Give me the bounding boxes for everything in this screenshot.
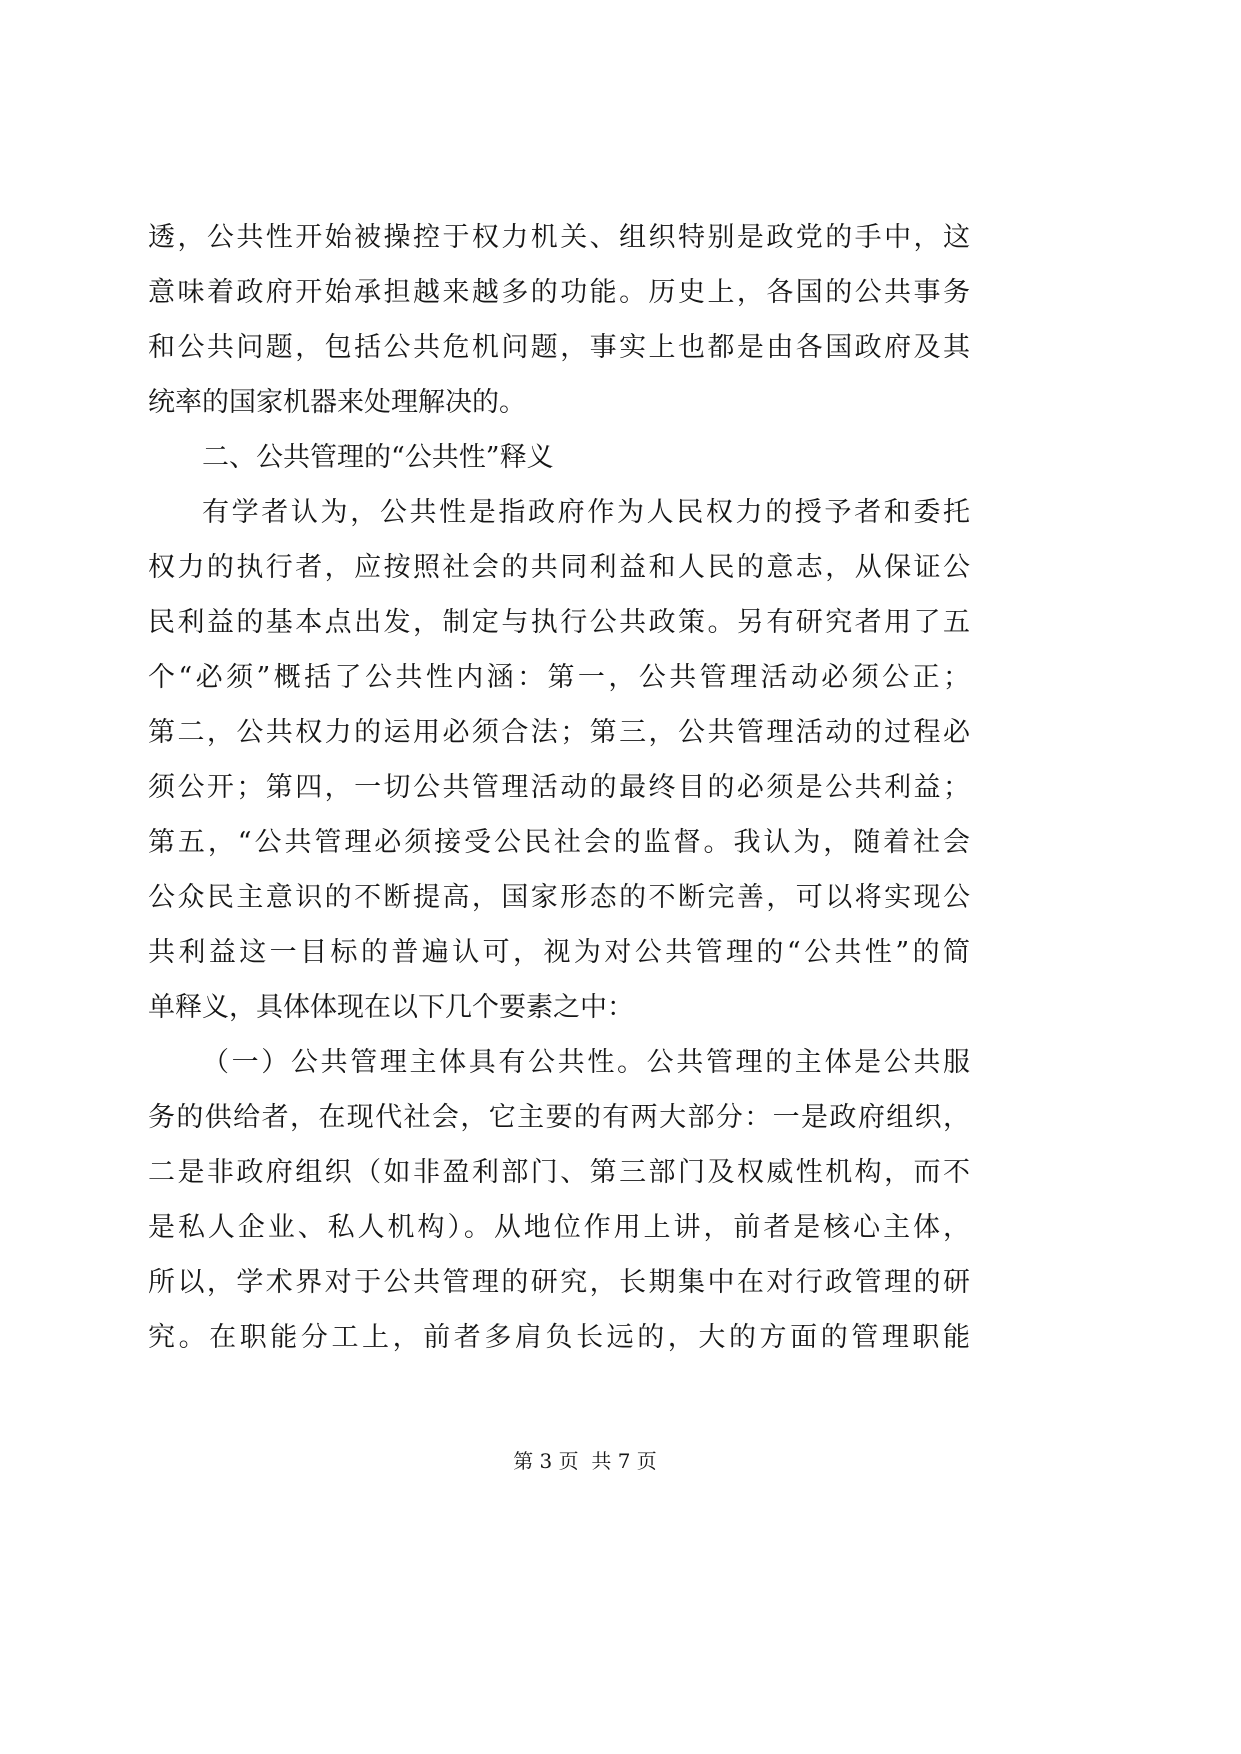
paragraph: [148, 1035, 970, 1365]
text-line: 二是非政府组织（如非盈利部门、第三部门及权威性机构，而不: [148, 1157, 970, 1188]
text-line: 须公开；第四，一切公共管理活动的最终目的必须是公共利益；: [148, 772, 970, 803]
text-line: 意味着政府开始承担越来越多的功能。历史上，各国的公共事务: [148, 277, 970, 308]
text-line: （一）公共管理主体具有公共性。公共管理的主体是公共服: [202, 1047, 970, 1078]
text-line: 和公共问题，包括公共危机问题，事实上也都是由各国政府及其: [148, 332, 970, 363]
text-line: 权力的执行者，应按照社会的共同利益和人民的意志，从保证公: [148, 552, 970, 583]
text-line: 究。在职能分工上，前者多肩负长远的，大的方面的管理职能: [148, 1322, 970, 1353]
text-line: 是私人企业、私人机构）。从地位作用上讲，前者是核心主体，: [148, 1212, 970, 1243]
text-line: 有学者认为，公共性是指政府作为人民权力的授予者和委托: [202, 497, 970, 528]
document-body: [148, 210, 970, 1365]
text-line: 透，公共性开始被操控于权力机关、组织特别是政党的手中，这: [148, 222, 970, 253]
text-line: 公众民主意识的不断提高，国家形态的不断完善，可以将实现公: [148, 882, 970, 913]
text-line: 共利益这一目标的普遍认可，视为对公共管理的“公共性”的简: [148, 937, 970, 968]
text-line: 单释义，具体体现在以下几个要素之中：: [148, 992, 634, 1023]
section-heading: [148, 430, 970, 485]
page-footer: 第 3 页 共 7 页: [513, 1449, 657, 1473]
text-line: 统率的国家机器来处理解决的。: [148, 387, 526, 418]
text-line: 务的供给者，在现代社会，它主要的有两大部分：一是政府组织，: [148, 1102, 970, 1133]
text-line: 第五，“公共管理必须接受公民社会的监督。我认为，随着社会: [148, 827, 970, 858]
text-line: 所以，学术界对于公共管理的研究，长期集中在对行政管理的研: [148, 1267, 970, 1298]
paragraph: [148, 485, 970, 1035]
text-line: 民利益的基本点出发，制定与执行公共政策。另有研究者用了五: [148, 607, 970, 638]
section-heading-text: 二、公共管理的“公共性”释义: [202, 442, 554, 473]
text-line: 个“必须”概括了公共性内涵：第一，公共管理活动必须公正；: [148, 662, 970, 693]
text-line: 第二，公共权力的运用必须合法；第三，公共管理活动的过程必: [148, 717, 970, 748]
paragraph: [148, 210, 970, 430]
